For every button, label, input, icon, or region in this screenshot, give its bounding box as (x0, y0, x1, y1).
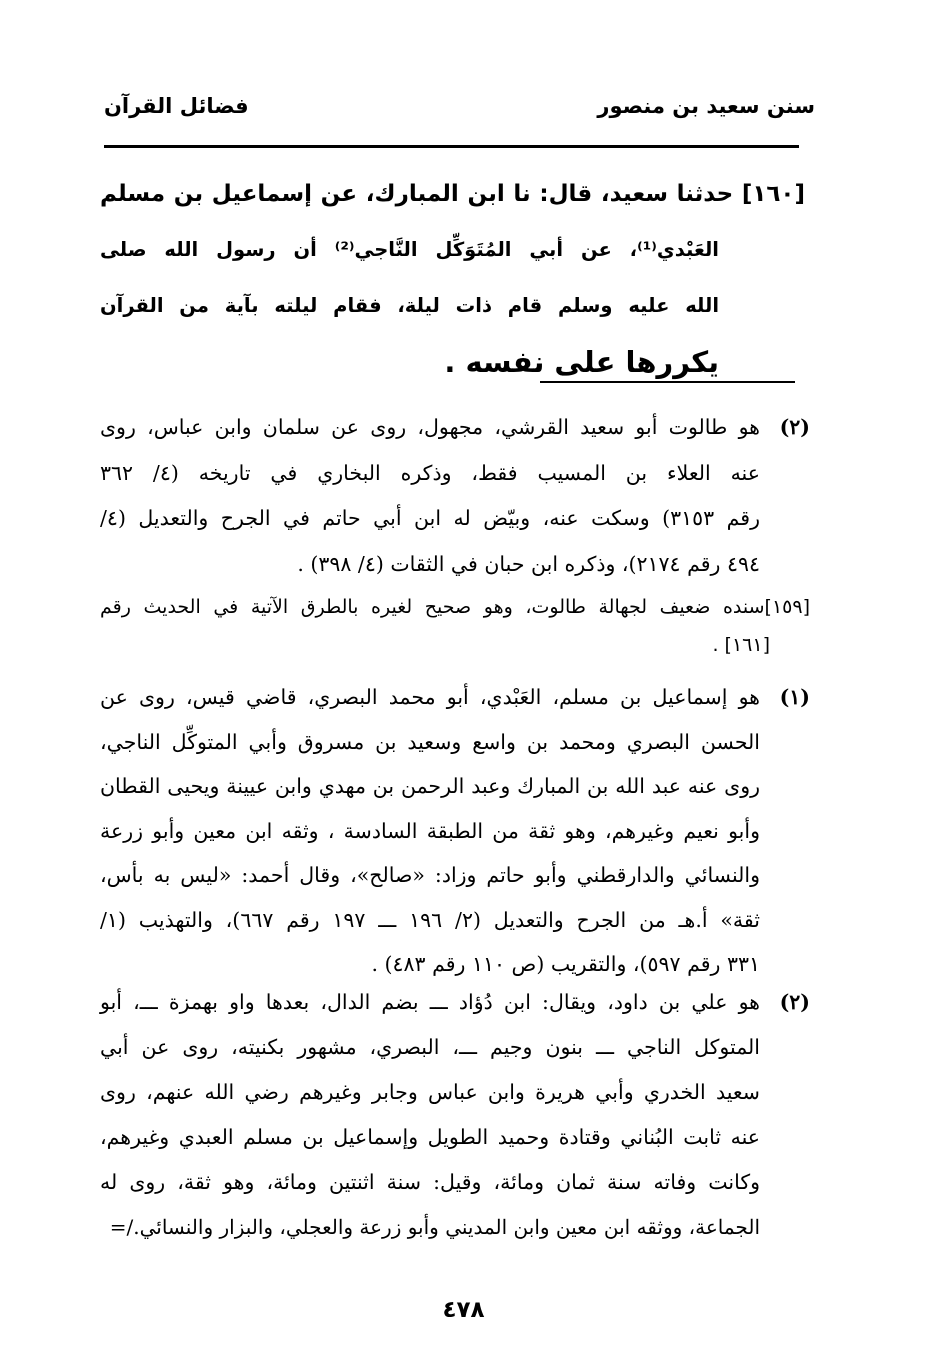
footnote-line: والنسائي والدارقطني وأبو حاتم وزاد: «صالح»، وقال أحمد: «ليس به بأس، (100, 863, 760, 887)
grading-line: [١٦١] . (712, 634, 770, 656)
grading-line: [١٥٩]سنده ضعيف لجهالة طالوت، وهو صحيح لغيره بالطرق الآتية في الحديث رقم (100, 596, 810, 618)
footnote-line: الجماعة، ووثقه ابن معين وابن المديني وأبو زرعة والعجلي، والبزار والنسائي./= (109, 1215, 760, 1239)
footnote-line: هو طالوت أبو سعيد القرشي، مجهول، روى عن سلمان وابن عباس، روى (100, 415, 760, 439)
grading-note-159 (100, 588, 810, 664)
page-number: ٤٧٨ (442, 1297, 485, 1323)
hadith-160-text (100, 166, 805, 390)
footnote-line: وأبو نعيم وغيرهم، وهو ثقة من الطبقة السادسة ، وثقه ابن معين وأبو زرعة (100, 818, 760, 843)
footnote-line: هو علي بن داود، ويقال: ابن دُؤاد ـــ بضم الدال، بعدها واو بهمزة ـــ، أبو (100, 990, 760, 1014)
footnote-line: ٣٣١ رقم ٥٩٧)، والتقريب (ص ١١٠ رقم ٤٨٣) . (371, 952, 760, 976)
footnote-line: رقم ٣١٥٣) وسكت عنه، وبيّض له ابن أبي حاتم في الجرح والتعديل (٤/ (100, 506, 760, 530)
footnote-line: وكانت وفاته سنة ثمان ومائة، وقيل: سنة اثنتين ومائة، وهو ثقة، روى له (100, 1170, 760, 1194)
running-head-book-title: سنن سعيد بن منصور (597, 94, 815, 118)
footnote-line: هو إسماعيل بن مسلم، العَبْدي، أبو محمد البصري، قاضي قيس، روى عن (100, 685, 760, 709)
footnote-line: عنه العلاء بن المسيب فقط، وذكره البخاري في تاريخه (٤/ ٣٦٢ (100, 460, 760, 485)
footnote-number: (٢) (779, 990, 810, 1014)
footnote-line: المتوكل الناجي ـــ بنون وجيم ـــ، البصري، مشهور بكنيته، روى عن أبي (100, 1035, 760, 1059)
footnote-item (100, 405, 810, 587)
hadith-line: [١٦٠] حدثنا سعيد، قال: نا ابن المبارك، عن إسماعيل بن مسلم (100, 181, 805, 207)
footnote-line: عنه ثابت البُناني وقتادة وحميد الطويل وإسماعيل بن مسلم العبدي وغيرهم، (100, 1125, 760, 1149)
footnote-line: ٤٩٤ رقم ٢١٧٤)، وذكره ابن حبان في الثقات (٤/ ٣٩٨) . (297, 551, 760, 576)
footnotes-previous (100, 405, 810, 587)
footnote-line: الحسن البصري ومحمد بن واسع وسعيد بن مسروق وأبي المتوكِّل الناجي، (100, 729, 760, 754)
footnote-item (100, 675, 810, 987)
footnote-separator (540, 381, 795, 383)
footnote-line: سعيد الخدري وأبي هريرة وابن عباس وجابر وغيرهم رضي الله عنهم، روى (100, 1080, 760, 1104)
footnote-item (100, 980, 810, 1250)
footnote-2 (100, 980, 810, 1250)
hadith-line: العَبْدي⁽¹⁾، عن أبي المُتَوَكِّل النَّاجي⁽²⁾ أن رسول الله صلى (100, 238, 719, 261)
footnote-number: (١) (779, 685, 810, 709)
footnote-line: روى عنه عبد الله بن المبارك وعبد الرحمن بن مهدي وابن عيينة ويحيى القطان (100, 774, 760, 798)
footnote-1 (100, 675, 810, 987)
footnote-line: ثقة» أ.هـ من الجرح والتعديل (٢/ ١٩٦ ـــ ١٩٧ رقم ٦٦٧)، والتهذيب (١/ (100, 907, 760, 932)
header-rule (104, 145, 799, 148)
hadith-line: يكررها على نفسه . (444, 345, 719, 379)
running-head-chapter-title: فضائل القرآن (104, 94, 249, 118)
footnote-number: (٢) (779, 415, 810, 439)
hadith-line: الله عليه وسلم قام ذات ليلة، فقام ليلته بآية من القرآن (100, 294, 719, 317)
